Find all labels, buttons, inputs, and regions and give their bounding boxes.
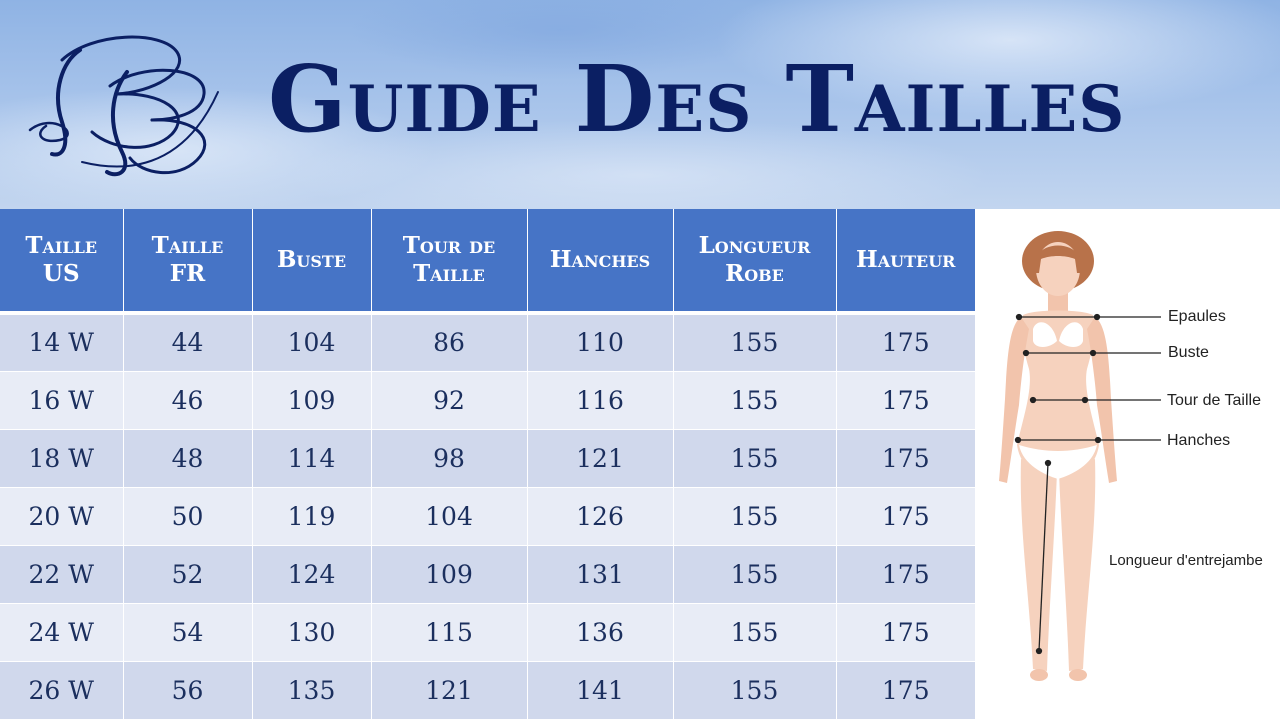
cell-hanches: 116 xyxy=(527,371,673,429)
inseam-marker-top xyxy=(1046,461,1051,466)
cell-buste: 130 xyxy=(252,603,371,661)
cell-taille-fr: 48 xyxy=(123,429,252,487)
hips-label: Hanches xyxy=(1167,432,1231,449)
cell-taille-fr: 44 xyxy=(123,313,252,371)
cell-taille-fr: 50 xyxy=(123,487,252,545)
header-taille-us: Taille US xyxy=(0,209,123,313)
inseam-label: Longueur d'entrejambe xyxy=(1109,552,1263,569)
table-row xyxy=(0,603,975,661)
cell-tour-de-taille: 98 xyxy=(371,429,527,487)
cell-hauteur: 175 xyxy=(836,313,975,371)
header-hauteur: Hauteur xyxy=(836,209,975,313)
table-row xyxy=(0,371,975,429)
left-leg-shape xyxy=(1021,459,1057,671)
cell-tour-de-taille: 86 xyxy=(371,313,527,371)
shoulders-marker-right xyxy=(1095,315,1100,320)
cell-taille-fr: 46 xyxy=(123,371,252,429)
bust-marker-left xyxy=(1024,351,1029,356)
hips-marker-right xyxy=(1096,438,1101,443)
cell-taille-fr: 56 xyxy=(123,661,252,719)
cell-hauteur: 175 xyxy=(836,545,975,603)
cell-buste: 104 xyxy=(252,313,371,371)
cell-buste: 114 xyxy=(252,429,371,487)
cell-tour-de-taille: 109 xyxy=(371,545,527,603)
cell-hauteur: 175 xyxy=(836,487,975,545)
hips-marker-left xyxy=(1016,438,1021,443)
cell-hauteur: 175 xyxy=(836,661,975,719)
size-table xyxy=(0,209,975,720)
body-silhouette-illustration xyxy=(975,209,1280,720)
cell-taille-us: 14 W xyxy=(0,313,123,371)
table-row xyxy=(0,429,975,487)
cell-taille-fr: 52 xyxy=(123,545,252,603)
waist-marker-right xyxy=(1083,398,1088,403)
waist-marker-left xyxy=(1031,398,1036,403)
bust-label: Buste xyxy=(1168,344,1209,361)
cell-hanches: 136 xyxy=(527,603,673,661)
cell-hanches: 131 xyxy=(527,545,673,603)
right-foot-shape xyxy=(1069,669,1087,681)
cell-tour-de-taille: 92 xyxy=(371,371,527,429)
cell-longueur-robe: 155 xyxy=(673,487,836,545)
body-measurement-figure xyxy=(975,209,1280,720)
cell-taille-us: 20 W xyxy=(0,487,123,545)
cell-taille-us: 18 W xyxy=(0,429,123,487)
header-buste: Buste xyxy=(252,209,371,313)
cell-hanches: 141 xyxy=(527,661,673,719)
cell-longueur-robe: 155 xyxy=(673,661,836,719)
header-longueur-robe: Longueur Robe xyxy=(673,209,836,313)
bb-monogram-logo xyxy=(22,22,222,182)
cell-taille-us: 22 W xyxy=(0,545,123,603)
cell-taille-us: 16 W xyxy=(0,371,123,429)
cell-hauteur: 175 xyxy=(836,603,975,661)
waist-label: Tour de Taille xyxy=(1167,392,1261,409)
cell-tour-de-taille: 115 xyxy=(371,603,527,661)
cell-longueur-robe: 155 xyxy=(673,313,836,371)
cell-hanches: 110 xyxy=(527,313,673,371)
table-row xyxy=(0,545,975,603)
cell-longueur-robe: 155 xyxy=(673,371,836,429)
cell-taille-fr: 54 xyxy=(123,603,252,661)
cell-hauteur: 175 xyxy=(836,429,975,487)
left-foot-shape xyxy=(1030,669,1048,681)
shoulders-label: Epaules xyxy=(1168,308,1226,325)
cell-hanches: 126 xyxy=(527,487,673,545)
right-leg-shape xyxy=(1059,459,1095,671)
header-tour-de-taille: Tour de Taille xyxy=(371,209,527,313)
cell-buste: 109 xyxy=(252,371,371,429)
cell-longueur-robe: 155 xyxy=(673,429,836,487)
cell-tour-de-taille: 121 xyxy=(371,661,527,719)
cell-hanches: 121 xyxy=(527,429,673,487)
table-row xyxy=(0,487,975,545)
cell-buste: 124 xyxy=(252,545,371,603)
cell-tour-de-taille: 104 xyxy=(371,487,527,545)
header-banner xyxy=(0,0,1280,209)
header-taille-fr: Taille FR xyxy=(123,209,252,313)
header-hanches: Hanches xyxy=(527,209,673,313)
table-row xyxy=(0,661,975,719)
cell-longueur-robe: 155 xyxy=(673,603,836,661)
cell-taille-us: 26 W xyxy=(0,661,123,719)
page-title: Guide Des Tailles xyxy=(268,45,1126,153)
inseam-marker-bottom xyxy=(1037,649,1042,654)
cell-buste: 135 xyxy=(252,661,371,719)
table-row xyxy=(0,313,975,371)
cell-longueur-robe: 155 xyxy=(673,545,836,603)
bust-marker-right xyxy=(1091,351,1096,356)
shoulders-marker-left xyxy=(1017,315,1022,320)
cell-buste: 119 xyxy=(252,487,371,545)
cell-taille-us: 24 W xyxy=(0,603,123,661)
table-header-row xyxy=(0,209,975,313)
cell-hauteur: 175 xyxy=(836,371,975,429)
